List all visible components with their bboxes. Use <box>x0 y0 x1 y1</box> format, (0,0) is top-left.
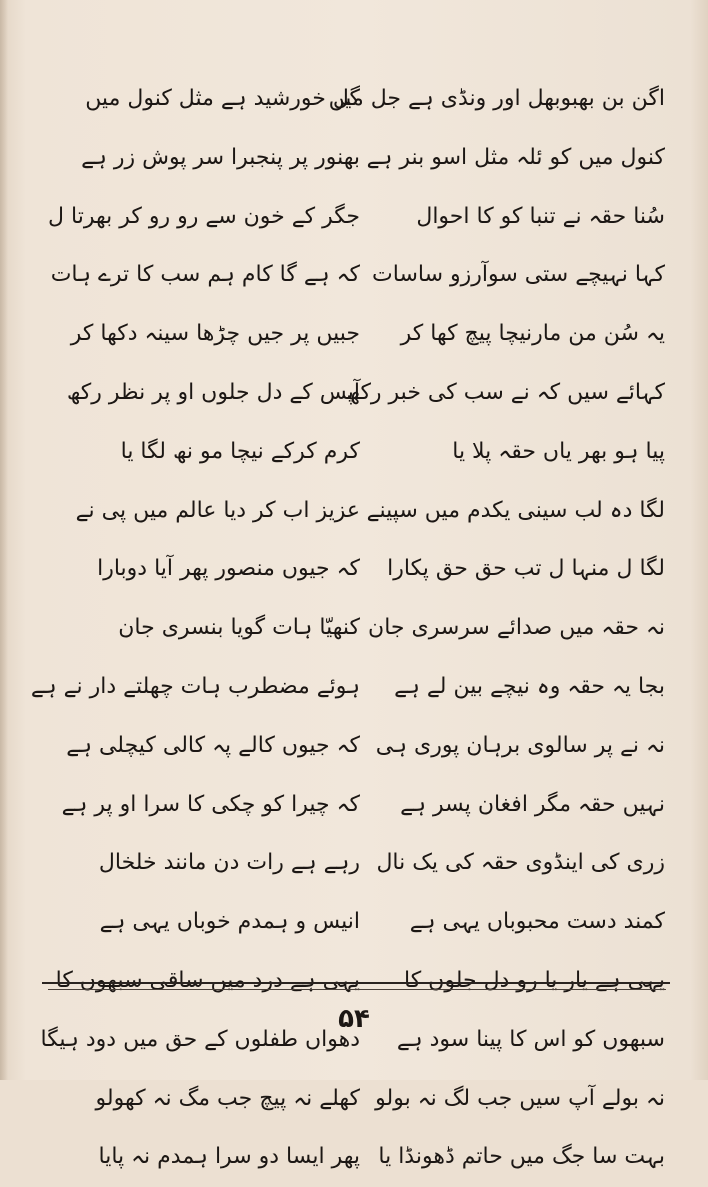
verse-line: گل خورشید ہے مثل کنول میں <box>85 86 360 111</box>
footer-rule-thin <box>48 989 666 990</box>
verse-line: کہ جیوں منصور پھر آیا دوبارا <box>97 556 360 582</box>
verse-line: جبیں پر جیں چڑھا سینہ دکھا کر <box>70 321 360 347</box>
verse-line: لگا ل منہا ل تب حق حق پکارا <box>387 556 665 582</box>
verse-line: یہ سُن من مارنیچا پیچ کھا کر <box>400 321 665 347</box>
verse-line: کمند دست محبوباں یہی ہے <box>409 909 665 935</box>
verse-line: پیا ہو بھر یاں حقہ پلا یا <box>452 438 665 464</box>
verse-line: کہائے سیں کہ نے سب کی خبر رکھ <box>346 379 665 405</box>
verse-line: عزیز اب کر دیا عالم میں پی نے <box>75 497 360 523</box>
verse-line: آپس کے دل جلوں او پر نظر رکھ <box>66 379 360 405</box>
verse-line: کہا نہیچے ستی سوآرزو ساسات <box>372 262 665 288</box>
verse-line: لگا دہ لب سینی یکدم میں سپینے <box>366 497 665 523</box>
verse-line: کہ جیوں کالے پہ کالی کیچلی ہے <box>66 732 360 758</box>
verse-line: کنھیّا ہات گویا بنسری جان <box>118 615 360 641</box>
verse-line: نہیں حقہ مگر افغان پسر ہے <box>400 791 665 817</box>
verse-line: دھواں طفلوں کے حق میں دود ہیگا <box>40 1026 360 1052</box>
verse-line: یہی ہے یار یا رو دل جلوں کا <box>404 967 665 993</box>
verse-line: کہ ہے گا کام ہم سب کا ترے ہات <box>50 262 360 288</box>
verse-line: سُنا حقہ نے تنبا کو کا احوال <box>416 203 665 229</box>
verse-line: رہے ہے رات دن مانند خلخال <box>98 850 360 876</box>
verse-line: بہت سا جگ میں حاتم ڈھونڈا یا <box>378 1144 665 1170</box>
verse-line: زری کی اینڈوی حقہ کی یک نال <box>376 850 665 876</box>
verse-line: بجا یہ حقہ وہ نیچے بین لے ہے <box>394 673 665 699</box>
verse-line: نہ نے پر سالوی برہان پوری ہی <box>375 732 665 758</box>
verse-line: اگن بن بھبوبھل اور ونڈی ہے جل میں <box>328 86 665 111</box>
verse-line: بھنور پر پنجبرا سر پوش زر ہے <box>81 144 360 170</box>
verse-line: ہوئے مضطرب ہات چھلتے دار نے ہے <box>30 673 360 699</box>
verse-line: پھر ایسا دو سرا ہمدم نہ پایا <box>98 1144 360 1170</box>
verse-line: کرم کرکے نیچا مو نھ لگا یا <box>120 438 360 464</box>
verse-line: کہ چیرا کو چکی کا سرا او پر ہے <box>61 791 360 817</box>
verse-line: نہ حقہ میں صدائے سرسری جان <box>368 615 665 641</box>
footer-rule <box>42 982 670 984</box>
verse-line: سبھوں کو اس کا پینا سود ہے <box>396 1026 665 1052</box>
verse-line: جگر کے خون سے رو رو کر بھرتا ل <box>48 203 360 229</box>
verse-line: کنول میں کو ئلہ مثل اسو بنر ہے <box>366 144 665 170</box>
page-number: ۵۴ <box>338 1004 370 1034</box>
verse-line: کھلے نہ پیچ جب مگ نہ کھولو <box>95 1085 360 1111</box>
verse-line: نہ بولے آپ سیں جب لگ نہ بولو <box>375 1085 665 1111</box>
verse-line: یہی ہے درد میں ساقی سبھوں کا <box>55 967 360 993</box>
verse-line: انیس و ہمدم خوباں یہی ہے <box>99 909 360 935</box>
